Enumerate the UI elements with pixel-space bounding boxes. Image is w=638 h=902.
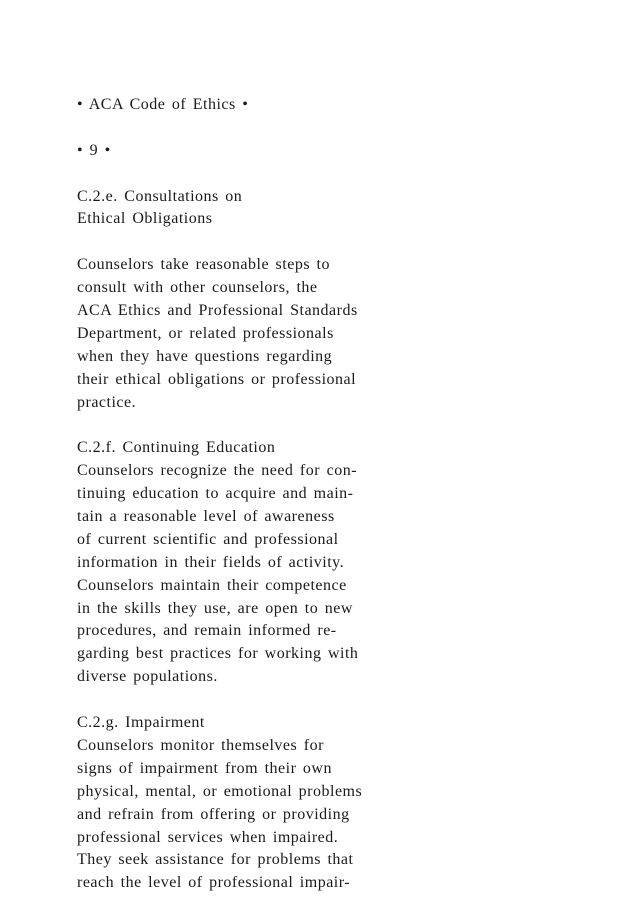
- spacer: [77, 414, 407, 437]
- paragraph-line: reach the level of professional impair-: [77, 874, 351, 892]
- section-c2e-body: [77, 254, 407, 414]
- section-heading-line: C.2.e. Consultations on: [77, 187, 243, 205]
- paragraph-line: procedures, and remain informed re-: [77, 622, 337, 640]
- paragraph-line: tain a reasonable level of awareness: [77, 508, 335, 526]
- document-text: [77, 94, 407, 895]
- paragraph-line: when they have questions regarding: [77, 347, 333, 365]
- running-title: • ACA Code of Ethics •: [77, 96, 249, 113]
- paragraph-line: Counselors take reasonable steps to: [77, 256, 330, 274]
- paragraph-line: signs of impairment from their own: [77, 759, 332, 777]
- spacer: [77, 689, 407, 712]
- paragraph-line: consult with other counselors, the: [77, 279, 318, 297]
- section-heading-line: C.2.f. Continuing Education: [77, 439, 276, 457]
- paragraph-line: of current scientific and professional: [77, 530, 339, 548]
- section-c2g: [77, 712, 407, 895]
- paragraph-line: ACA Ethics and Professional Standards: [77, 302, 358, 320]
- spacer: [77, 231, 407, 254]
- section-heading-line: C.2.g. Impairment: [77, 714, 205, 732]
- section-c2e-heading: [77, 186, 407, 232]
- paragraph-line: information in their fields of activity.: [77, 553, 345, 571]
- paragraph-line: garding best practices for working with: [77, 645, 359, 663]
- paragraph-line: They seek assistance for problems that: [77, 851, 354, 869]
- section-c2f: [77, 437, 407, 689]
- paragraph-line: physical, mental, or emotional problems: [77, 782, 363, 800]
- paragraph-line: Counselors monitor themselves for: [77, 736, 324, 754]
- paragraph-line: their ethical obligations or professional: [77, 370, 357, 388]
- paragraph-line: tinuing education to acquire and main-: [77, 485, 354, 503]
- paragraph-line: Counselors maintain their competence: [77, 576, 347, 594]
- paragraph-line: professional services when impaired.: [77, 828, 339, 846]
- paragraph-line: Counselors recognize the need for con-: [77, 462, 358, 480]
- spacer: [77, 163, 407, 186]
- paragraph-line: Department, or related professionals: [77, 324, 334, 342]
- page-number: • 9 •: [77, 141, 111, 159]
- section-heading-line: Ethical Obligations: [77, 210, 213, 228]
- spacer: [77, 117, 407, 140]
- paragraph-line: practice.: [77, 393, 137, 411]
- paragraph-line: and refrain from offering or providing: [77, 805, 350, 823]
- paragraph-line: in the skills they use, are open to new: [77, 599, 353, 617]
- paragraph-line: diverse populations.: [77, 668, 218, 686]
